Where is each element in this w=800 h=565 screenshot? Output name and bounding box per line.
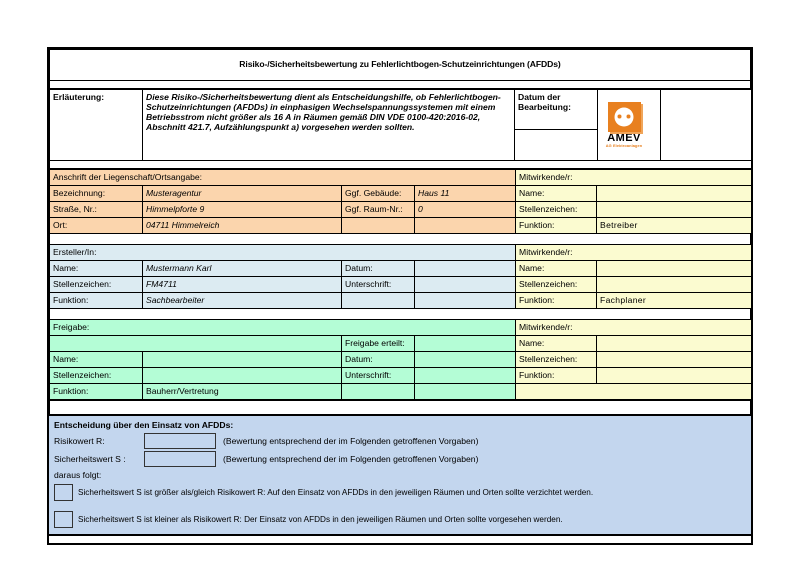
approval-value-2[interactable] bbox=[143, 368, 342, 384]
power-socket-icon bbox=[608, 102, 641, 132]
table-row bbox=[50, 336, 752, 352]
creator-value-2[interactable]: Sachbearbeiter bbox=[143, 293, 342, 309]
approval-label2-0: Freigabe erteilt: bbox=[342, 336, 415, 352]
property-contrib-value-2[interactable]: Betreiber bbox=[597, 218, 752, 234]
table-row bbox=[50, 186, 752, 202]
property-section-title: Anschrift der Liegenschaft/Ortsangabe: bbox=[50, 170, 516, 186]
approval-label-2: Stellenzeichen: bbox=[50, 368, 143, 384]
approval-contrib-label-3 bbox=[516, 384, 752, 400]
creator-contrib-title: Mitwirkende/r: bbox=[516, 245, 752, 261]
safety-value-input[interactable] bbox=[144, 451, 216, 467]
decision-section bbox=[49, 415, 751, 536]
option-a-row[interactable] bbox=[54, 484, 746, 501]
property-contrib-title: Mitwirkende/r: bbox=[516, 170, 752, 186]
approval-label2-3 bbox=[342, 384, 415, 400]
decision-gap-table bbox=[49, 400, 751, 415]
property-label2-1: Ggf. Raum-Nr.: bbox=[342, 202, 415, 218]
explanation-text: Diese Risiko-/Sicherheitsbewertung dient als Entscheidungshilfe, ob Fehlerlichtbogen-Schutzeinrichtungen (AFDDs) in einphasigen Wechselspannungssystemen mit einem Betriebsstrom nicht größer als 16 A in Räumen gemäß DIN VDE 0100-420:2016-02, Abschnitt 421.7, Aufzählungspunkt a) vorgesehen werden sollten. bbox=[143, 90, 515, 161]
creator-label2-0: Datum: bbox=[342, 261, 415, 277]
table-row bbox=[50, 352, 752, 368]
property-label-0: Bezeichnung: bbox=[50, 186, 143, 202]
title-spacer-cell bbox=[50, 81, 751, 89]
property-value2-1[interactable]: 0 bbox=[415, 202, 516, 218]
risk-value-input[interactable] bbox=[144, 433, 216, 449]
decision-gap-cell bbox=[50, 401, 751, 415]
table-row bbox=[50, 202, 752, 218]
creator-value2-0[interactable] bbox=[415, 261, 516, 277]
creator-section-title: Ersteller/In: bbox=[50, 245, 516, 261]
sheet-bottom-gap bbox=[49, 536, 751, 543]
property-contrib-label-0: Name: bbox=[516, 186, 597, 202]
approval-value2-1[interactable] bbox=[415, 352, 516, 368]
creator-approval-gap bbox=[49, 309, 751, 319]
property-creator-gap bbox=[49, 234, 751, 244]
property-contrib-value-0[interactable] bbox=[597, 186, 752, 202]
creator-value-0[interactable]: Mustermann Karl bbox=[143, 261, 342, 277]
property-label-2: Ort: bbox=[50, 218, 143, 234]
logo-name: AMEV bbox=[607, 132, 641, 145]
creator-label-0: Name: bbox=[50, 261, 143, 277]
logo-cell bbox=[598, 90, 661, 161]
creator-value2-2[interactable] bbox=[415, 293, 516, 309]
creator-contrib-label-0: Name: bbox=[516, 261, 597, 277]
approval-value2-2[interactable] bbox=[415, 368, 516, 384]
table-row bbox=[50, 261, 752, 277]
creator-header-row bbox=[50, 245, 752, 261]
property-value-2[interactable]: 04711 Himmelreich bbox=[143, 218, 342, 234]
option-b-label: Sicherheitswert S ist kleiner als Risikowert R: Der Einsatz von AFDDs in den jeweiligen Räumen und Orten sollte vorgesehen werden. bbox=[78, 515, 563, 524]
property-label2-2 bbox=[342, 218, 415, 234]
creator-label-2: Funktion: bbox=[50, 293, 143, 309]
property-contrib-label-2: Funktion: bbox=[516, 218, 597, 234]
table-row bbox=[50, 277, 752, 293]
approval-contrib-title: Mitwirkende/r: bbox=[516, 320, 752, 336]
creator-value-1[interactable]: FM4711 bbox=[143, 277, 342, 293]
property-value2-2[interactable] bbox=[415, 218, 516, 234]
approval-value2-3[interactable] bbox=[415, 384, 516, 400]
title-spacer-row bbox=[50, 81, 751, 89]
property-contrib-label-1: Stellenzeichen: bbox=[516, 202, 597, 218]
property-value-0[interactable]: Musteragentur bbox=[143, 186, 342, 202]
property-header-row bbox=[50, 170, 752, 186]
table-row bbox=[50, 218, 752, 234]
approval-contrib-value-1[interactable] bbox=[597, 352, 752, 368]
decision-title: Entscheidung über den Einsatz von AFDDs: bbox=[54, 420, 234, 430]
socket-glyph bbox=[615, 108, 634, 127]
table-row bbox=[50, 384, 752, 400]
property-label-1: Straße, Nr.: bbox=[50, 202, 143, 218]
assessment-form bbox=[47, 47, 753, 545]
creator-label-1: Stellenzeichen: bbox=[50, 277, 143, 293]
processing-date-label: Datum der Bearbeitung: bbox=[515, 90, 598, 130]
explanation-label: Erläuterung: bbox=[50, 90, 143, 161]
logo-subtitle: AG Elektroanlagen bbox=[605, 143, 643, 149]
explanation-table bbox=[49, 89, 752, 169]
approval-value-1[interactable] bbox=[143, 352, 342, 368]
page-title: Risiko-/Sicherheitsbewertung zu Fehlerlichtbogen-Schutzeinrichtungen (AFDDs) bbox=[50, 50, 751, 81]
creator-value2-1[interactable] bbox=[415, 277, 516, 293]
property-value-1[interactable]: Himmelpforte 9 bbox=[143, 202, 342, 218]
approval-contrib-label-0: Name: bbox=[516, 336, 597, 352]
option-b-row[interactable] bbox=[54, 511, 746, 528]
approval-label-0 bbox=[50, 336, 342, 352]
creator-contrib-label-2: Funktion: bbox=[516, 293, 597, 309]
risk-value-label: Risikowert R: bbox=[54, 436, 105, 446]
creator-contrib-value-2[interactable]: Fachplaner bbox=[597, 293, 752, 309]
approval-table bbox=[49, 319, 752, 400]
property-value2-0[interactable]: Haus 11 bbox=[415, 186, 516, 202]
property-contrib-value-1[interactable] bbox=[597, 202, 752, 218]
approval-label2-1: Datum: bbox=[342, 352, 415, 368]
amev-logo bbox=[601, 100, 647, 148]
approval-contrib-value-0[interactable] bbox=[597, 336, 752, 352]
approval-value2-0[interactable] bbox=[415, 336, 516, 352]
creator-contrib-label-1: Stellenzeichen: bbox=[516, 277, 597, 293]
property-table bbox=[49, 169, 752, 234]
decision-gap-row bbox=[50, 401, 751, 415]
approval-label-3: Funktion: bbox=[50, 384, 143, 400]
creator-contrib-value-0[interactable] bbox=[597, 261, 752, 277]
safety-value-row bbox=[54, 451, 746, 467]
creator-label2-2 bbox=[342, 293, 415, 309]
follows-label: daraus folgt: bbox=[54, 470, 102, 480]
safety-value-label: Sicherheitswert S : bbox=[54, 454, 126, 464]
approval-contrib-value-2[interactable] bbox=[597, 368, 752, 384]
creator-table bbox=[49, 244, 752, 309]
table-row bbox=[50, 368, 752, 384]
option-a-label: Sicherheitswert S ist größer als/gleich Risikowert R: Auf den Einsatz von AFDDs in den jeweiligen Räumen und Orten sollte verzichtet werden. bbox=[78, 488, 594, 497]
option-spacer bbox=[54, 501, 746, 507]
creator-label2-1: Unterschrift: bbox=[342, 277, 415, 293]
explanation-pad-cell bbox=[661, 90, 752, 161]
title-table bbox=[49, 49, 751, 89]
safety-value-note: (Bewertung entsprechend der im Folgenden getroffenen Vorgaben) bbox=[223, 454, 479, 464]
explanation-row bbox=[50, 90, 752, 130]
title-row bbox=[50, 50, 751, 81]
approval-contrib-label-1: Stellenzeichen: bbox=[516, 352, 597, 368]
approval-label2-2: Unterschrift: bbox=[342, 368, 415, 384]
risk-value-note: (Bewertung entsprechend der im Folgenden getroffenen Vorgaben) bbox=[223, 436, 479, 446]
risk-value-row bbox=[54, 433, 746, 449]
approval-label-1: Name: bbox=[50, 352, 143, 368]
property-label2-0: Ggf. Gebäude: bbox=[342, 186, 415, 202]
creator-contrib-value-1[interactable] bbox=[597, 277, 752, 293]
processing-date-value[interactable] bbox=[515, 130, 598, 161]
approval-contrib-label-2: Funktion: bbox=[516, 368, 597, 384]
table-row bbox=[50, 293, 752, 309]
explanation-spacer-cell bbox=[50, 161, 752, 169]
explanation-spacer-row bbox=[50, 161, 752, 169]
approval-value-3[interactable]: Bauherr/Vertretung bbox=[143, 384, 342, 400]
approval-header-row bbox=[50, 320, 752, 336]
option-a-checkbox[interactable] bbox=[54, 484, 73, 501]
option-b-checkbox[interactable] bbox=[54, 511, 73, 528]
approval-section-title: Freigabe: bbox=[50, 320, 516, 336]
